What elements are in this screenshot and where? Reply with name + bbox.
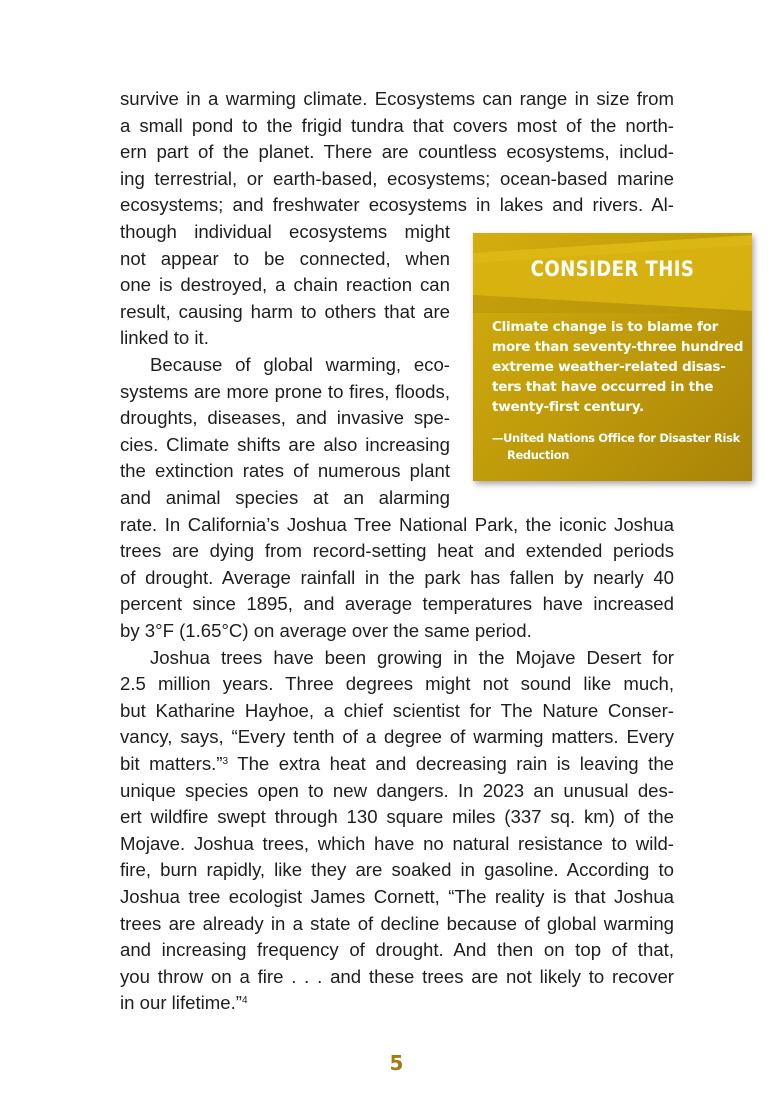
body-text-segment: The extra heat and decreasing rain is leaving the [228,753,674,774]
callout-attribution-line: Reduction [507,448,570,462]
body-text-line: the extinction rates of numerous plant [120,460,450,482]
body-text-line: 2.5 million years. Three degrees might not sound like much, [120,673,674,695]
body-text-line: and increasing frequency of drought. And then on top of that, [120,939,674,961]
body-text-line: though individual ecosystems might [120,221,450,242]
body-text-line: but Katharine Hayhoe, a chief scientist for The Nature Conser- [120,699,674,721]
callout-quote-line: more than seventy-three hundred [492,339,744,355]
body-text-line: survive in a warming climate. Ecosystems can range in size from [120,88,674,109]
body-text-line: a small pond to the frigid tundra that covers most of the north- [120,114,674,136]
body-text-line: ing terrestrial, or earth-based, ecosystems; ocean-based marine [120,167,674,189]
footnote-marker: 4 [241,995,248,1007]
footnote-marker: 3 [222,756,229,767]
body-text-line: droughts, diseases, and invasive spe- [120,407,450,429]
body-text-segment: bit matters.” [120,753,223,774]
callout-quote-line: extreme weather-related disas- [492,359,726,375]
body-text-line: trees are dying from record-setting heat and extended periods [120,540,674,562]
body-text-line: systems are more prone to fires, floods, [120,380,450,402]
body-text-line: result, causing harm to others that are [120,300,450,322]
body-text-line: vancy, says, “Every tenth of a degree of warming matters. Every [120,726,674,748]
body-text-line: Mojave. Joshua trees, which have no natural resistance to wild- [120,832,674,854]
body-text-line: by 3°F (1.65°C) on average over the same period. [120,620,532,641]
body-text-line: cies. Climate shifts are also increasing [120,433,450,455]
body-text-line: fire, burn rapidly, like they are soaked in gasoline. According to [120,859,674,881]
body-text-line: Joshua tree ecologist James Cornett, “The reality is that Joshua [120,886,674,907]
body-text-line: ern part of the planet. There are countless ecosystems, includ- [120,141,674,163]
body-text-line: ecosystems; and freshwater ecosystems in lakes and rivers. Al- [120,194,674,216]
body-text-line: of drought. Average rainfall in the park has fallen by nearly 40 [120,566,674,588]
callout-quote-line: Climate change is to blame for [492,319,719,335]
body-text-line: Because of global warming, eco- [150,354,450,375]
page-number: 5 [389,1051,404,1075]
body-text-segment: in our lifetime.” [120,992,242,1014]
body-text-line: not appear to be connected, when [120,247,450,269]
callout-attribution-line: —United Nations Office for Disaster Risk [492,431,740,445]
callout-quote-line: twenty-first century. [492,399,644,415]
body-text-line: unique species open to new dangers. In 2023 an unusual des- [120,779,674,801]
callout-title: CONSIDER THIS [530,257,695,281]
consider-this-callout [473,233,752,481]
callout-quote [492,317,742,417]
body-text-line: Joshua trees have been growing in the Mojave Desert for [150,646,674,668]
body-text-line: linked to it. [120,327,209,349]
body-text-line: one is destroyed, a chain reaction can [120,274,450,296]
body-text-line: rate. In California’s Joshua Tree National Park, the iconic Joshua [120,513,674,535]
body-text-line [120,751,674,778]
body-text-line: ert wildfire swept through 130 square miles (337 sq. km) of the [120,806,674,828]
body-text-line: percent since 1895, and average temperatures have increased [120,593,674,615]
callout-attribution [492,430,747,464]
body-text-line: and animal species at an alarming [120,487,450,508]
callout-quote-line: ters that have occurred in the [492,379,714,395]
body-text-line: you throw on a fire . . . and these trees are not likely to recover [120,965,674,987]
body-text-line: trees are already in a state of decline because of global warming [120,912,674,934]
body-text-line [120,990,674,1017]
